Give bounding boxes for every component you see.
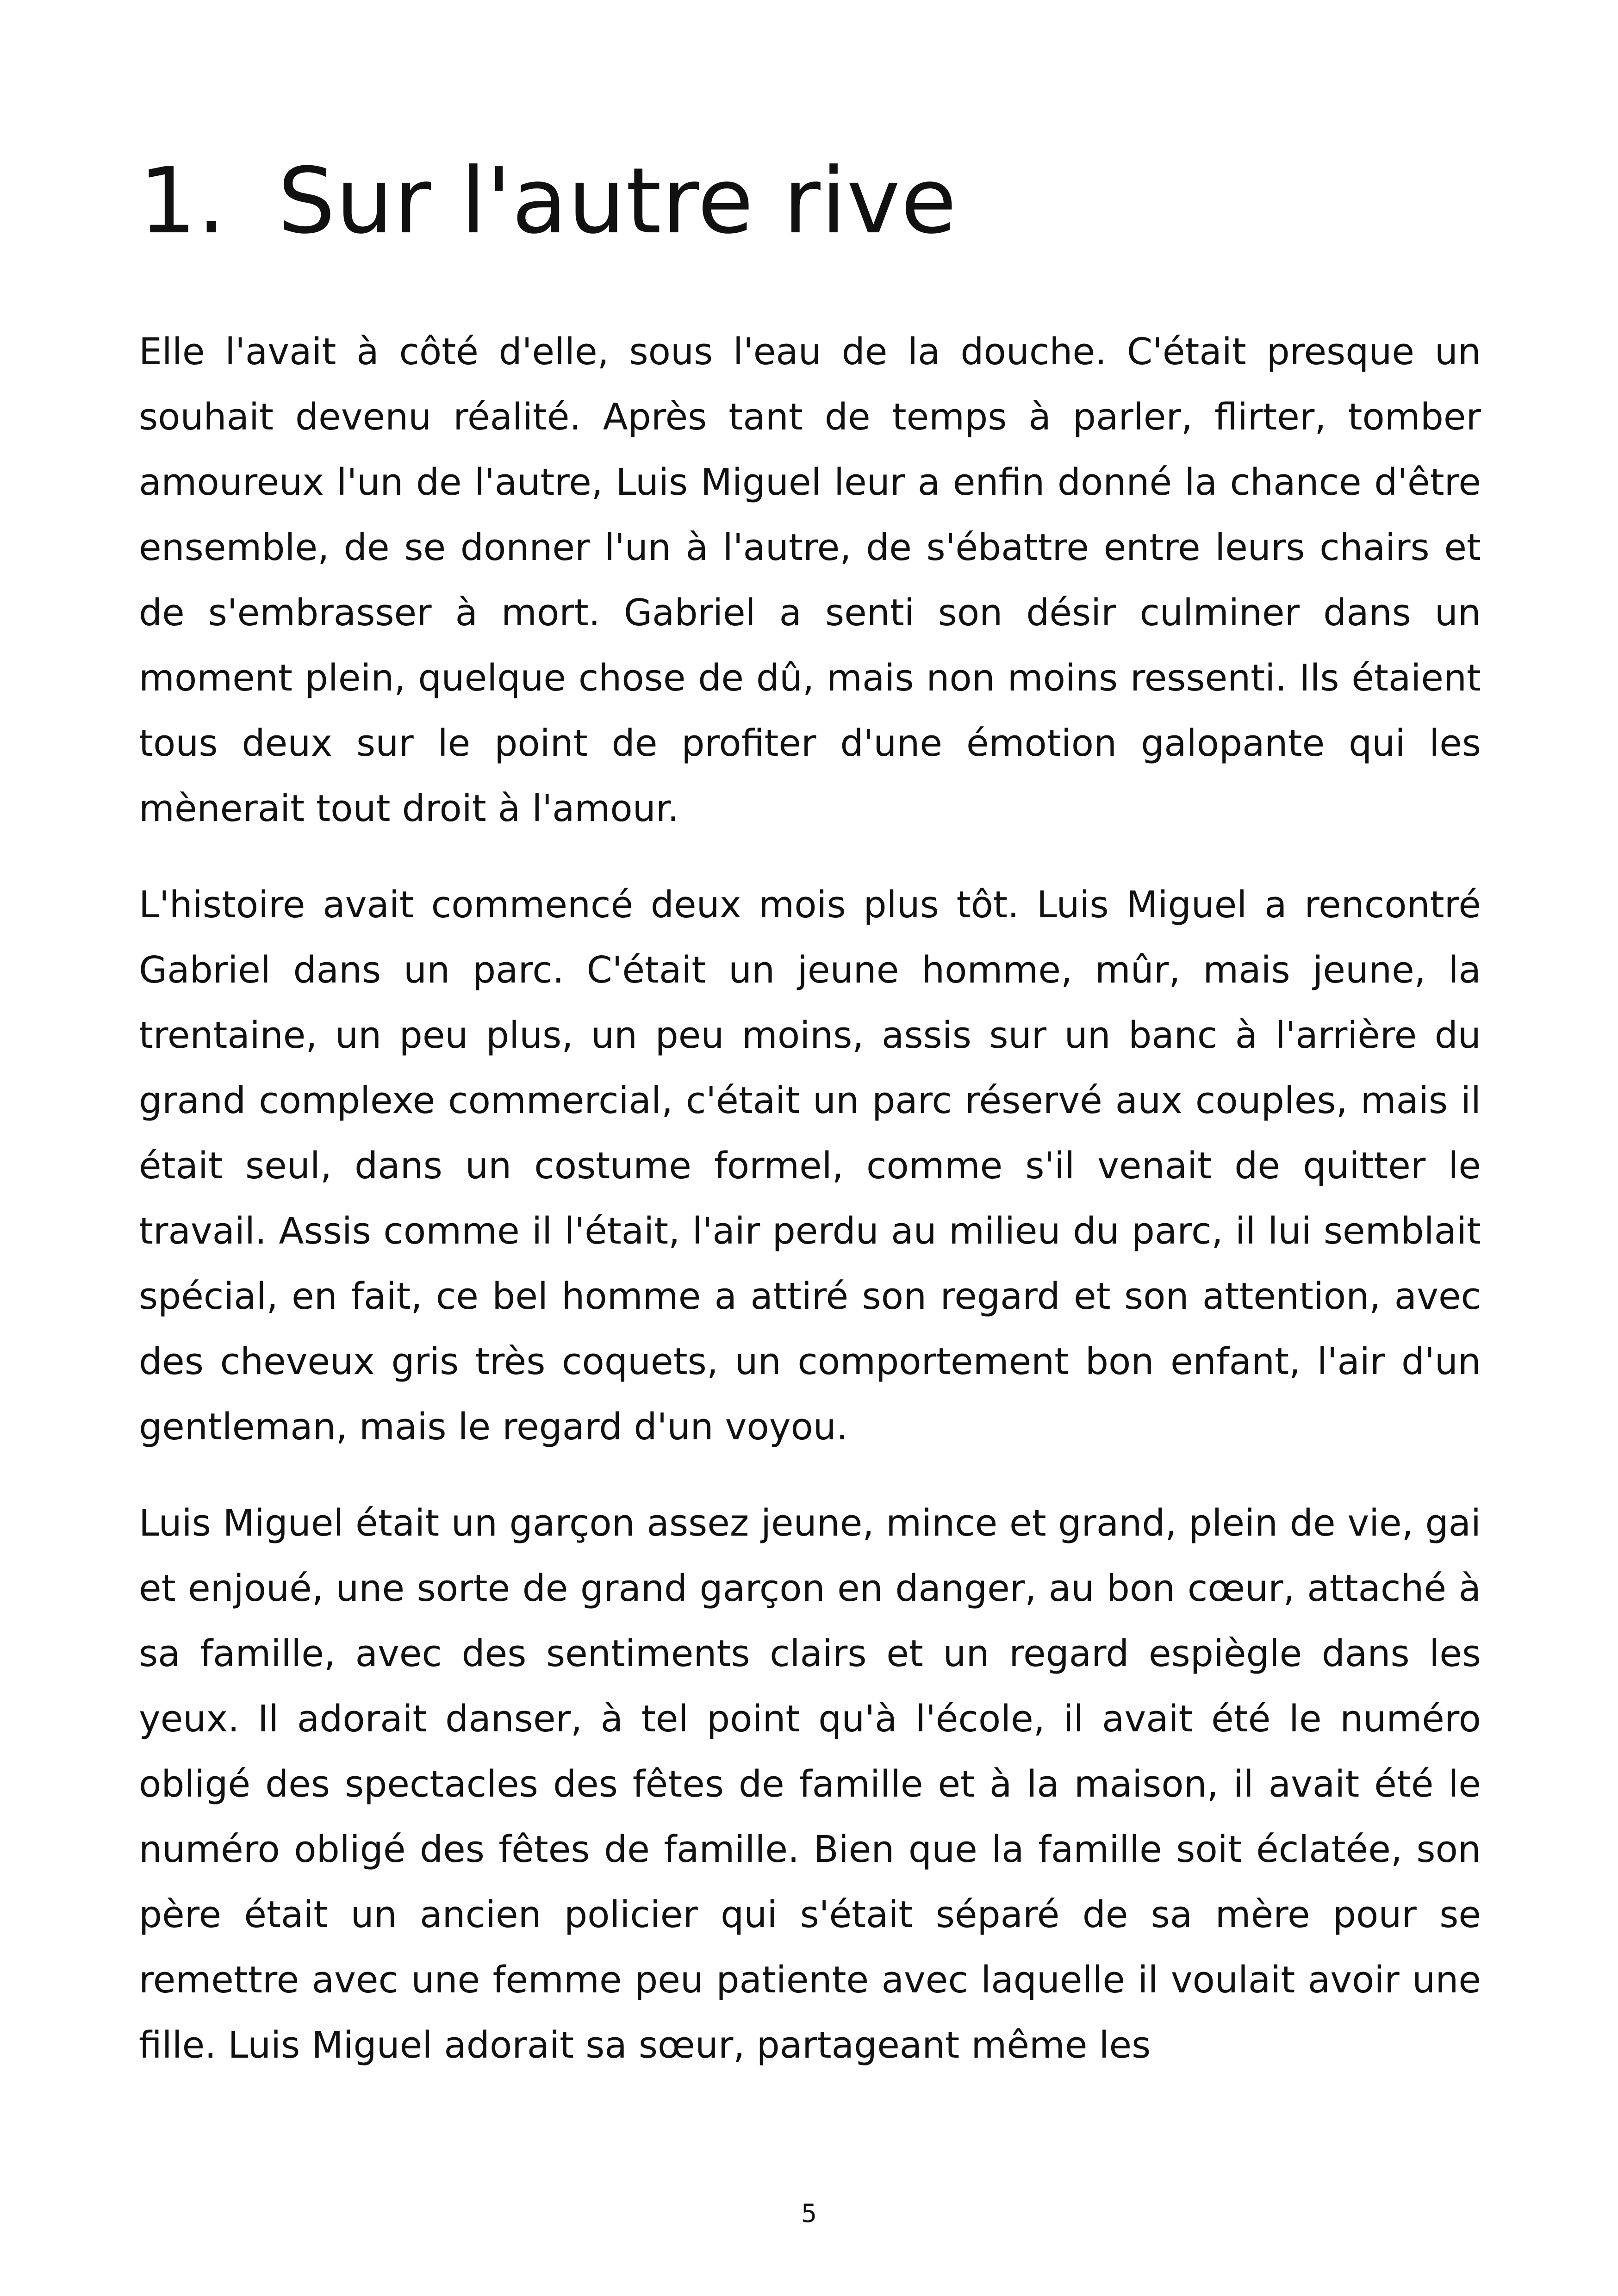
body-text [139,319,1481,2109]
chapter-number: 1. [139,149,227,254]
paragraph-1: Elle l'avait à côté d'elle, sous l'eau de la douche. C'était presque un souhait devenu réalité. Après tant de temps à parler, flirter, tomber amoureux l'un de l'autre, Luis Miguel leur a enfin donné la chance d'être ensemble, de se donner l'un à l'autre, de s'ébattre entre leurs chairs et de s'embrasser à mort. Gabriel a senti son désir culminer dans un moment plein, quelque chose de dû, mais non moins ressenti. Ils étaient tous deux sur le point de profiter d'une émotion galopante qui les mènerait tout droit à l'amour. [139,330,1481,830]
paragraph-2: L'histoire avait commencé deux mois plus tôt. Luis Miguel a rencontré Gabriel dans un parc. C'était un jeune homme, mûr, mais jeune, la trentaine, un peu plus, un peu moins, assis sur un banc à l'arrière du grand complexe commercial, c'était un parc réservé aux couples, mais il était seul, dans un costume formel, comme s'il venait de quitter le travail. Assis comme il l'était, l'air perdu au milieu du parc, il lui semblait spécial, en fait, ce bel homme a attiré son regard et son attention, avec des cheveux gris très coquets, un comportement bon enfant, l'air d'un gentleman, mais le regard d'un voyou. [139,884,1481,1448]
chapter-title-text: Sur l'autre rive [278,149,957,254]
page-number: 5 [801,2199,817,2228]
chapter-title [139,143,957,259]
paragraph-3: Luis Miguel était un garçon assez jeune, mince et grand, plein de vie, gai et enjoué, une sorte de grand garçon en danger, au bon cœur, attaché à sa famille, avec des sentiments clairs et un regard espiègle dans les yeux. Il adorait danser, à tel point qu'à l'école, il avait été le numéro obligé des spectacles des fêtes de famille et à la maison, il avait été le numéro obligé des fêtes de famille. Bien que la famille soit éclatée, son père était un ancien policier qui s'était séparé de sa mère pour se remettre avec une femme peu patiente avec laquelle il voulait avoir une fille. Luis Miguel adorait sa sœur, partageant même les [139,1502,1481,2066]
